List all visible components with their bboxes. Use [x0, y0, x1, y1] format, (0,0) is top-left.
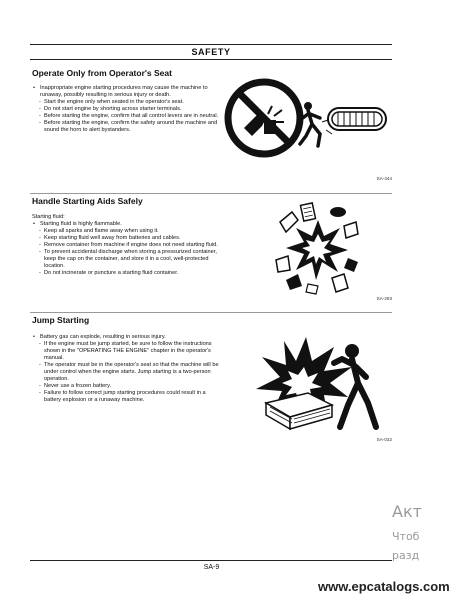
dash-item: - Remove container from machine if engine does not need starting fluid. [32, 242, 222, 249]
dash-item: - Keep all sparks and flame away when using it. [32, 228, 222, 235]
section-body [32, 334, 222, 404]
illustration-code: SA-293 [376, 296, 392, 301]
operator-caught-by-track-icon [298, 100, 390, 150]
dash-item: - To prevent accidental discharge when storing a pressurized container, keep the cap on the container, and store it in a cool, well-protected location. [32, 249, 222, 270]
bullet-item: • Inappropriate engine starting procedures may cause the machine to runaway, possibly resulting in serious injury or death. [32, 85, 222, 99]
page-header [30, 44, 392, 60]
windows-activation-notice: Акт [392, 502, 422, 521]
section-body [32, 214, 222, 277]
no-start-prohibition-icon [224, 78, 306, 162]
dash-item: - Do not incinerate or puncture a starting fluid container. [32, 270, 222, 277]
section-title: Handle Starting Aids Safely [32, 196, 143, 206]
dash-item: - Do not start engine by shorting across starter terminals. [32, 106, 222, 113]
dash-item: - Failure to follow correct jump starting procedures could result in a battery explosion or a runaway machine. [32, 390, 222, 404]
dash-item: - If the engine must be jump started, be sure to follow the instructions shown in the "OPERATING THE ENGINE" chapter in the operator's manual. [32, 341, 222, 362]
dash-item: - Never use a frozen battery. [32, 383, 222, 390]
section-operate-from-seat [30, 66, 392, 188]
page-number: SA-9 [203, 564, 220, 571]
illustration-code: SA-032 [376, 437, 392, 442]
dash-item: - Before starting the engine, confirm the safety around the machine and sound the horn to alert bystanders. [32, 120, 222, 134]
starting-fluid-explosion-icon [272, 200, 362, 296]
section-title: Jump Starting [32, 315, 90, 325]
dash-item: - Before starting the engine, confirm that all control levers are in neutral. [32, 113, 222, 120]
bullet-item: • Battery gas can explode, resulting in serious injury. [32, 334, 222, 341]
section-intro: Starting fluid: [32, 214, 65, 220]
illustration-code: SA-444 [376, 176, 392, 181]
section-body [32, 85, 222, 134]
dash-item: - The operator must be in the operator's seat so that the machine will be under control when the engine starts. Jump starting is a two-person operation. [32, 362, 222, 383]
section-title: Operate Only from Operator's Seat [32, 68, 172, 78]
windows-activation-notice-line2: Чтоб [392, 530, 420, 543]
section-starting-aids [30, 193, 392, 309]
bullet-item: • Starting fluid is highly flammable. [32, 221, 222, 228]
footer-rule [30, 560, 392, 561]
windows-activation-notice-line3: разд [392, 549, 420, 562]
dash-item: - Start the engine only when seated in the operator's seat. [32, 99, 222, 106]
page-header-title: SAFETY [191, 47, 231, 57]
dash-item: - Keep starting fluid well away from batteries and cables. [32, 235, 222, 242]
watermark-text: www.epcatalogs.com [318, 579, 450, 594]
battery-explosion-icon [248, 333, 384, 431]
section-jump-starting [30, 312, 392, 448]
